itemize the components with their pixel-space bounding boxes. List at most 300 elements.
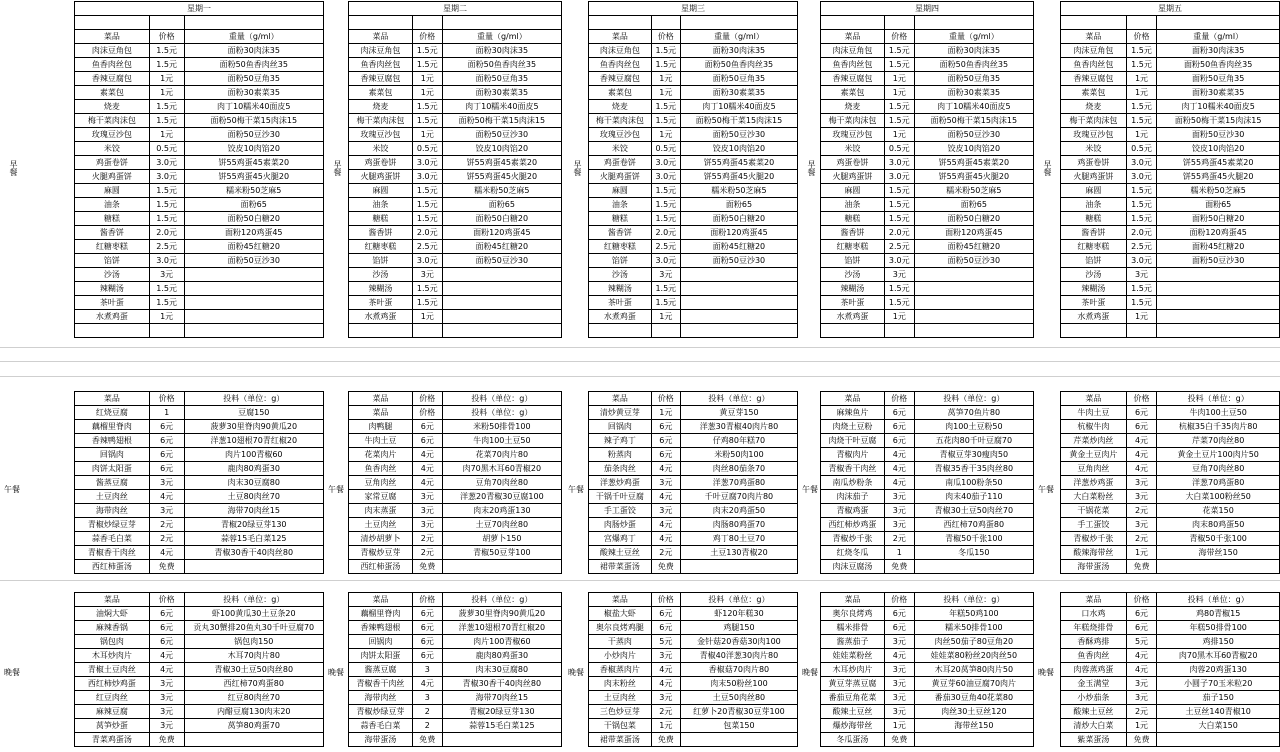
dish-cell: 青椒炒绿豆芽 <box>349 705 413 719</box>
table-row <box>589 663 798 677</box>
table-row <box>1061 44 1280 58</box>
table-row <box>821 184 1034 198</box>
dish-cell: 肉末粉丝 <box>589 677 652 691</box>
table-row <box>821 44 1034 58</box>
price-cell: 4元 <box>1126 462 1157 476</box>
price-cell: 1.5元 <box>884 114 914 128</box>
ingredients-cell: 饺皮10肉馅20 <box>442 142 561 156</box>
dish-cell: 花菜肉片 <box>349 448 413 462</box>
dish-cell: 肉蓉蒸鸡蛋 <box>1061 663 1127 677</box>
grid-divider <box>0 376 1280 377</box>
dish-cell: 鱼香肉丝 <box>1061 649 1127 663</box>
ingredients-cell: 面粉50豆沙30 <box>914 128 1033 142</box>
ingredients-cell: 糯米50排骨100 <box>914 621 1033 635</box>
table-row <box>589 719 798 733</box>
ingredients-cell: 青椒35香干35肉丝80 <box>914 462 1033 476</box>
price-cell: 免费 <box>884 733 914 747</box>
table-row <box>589 226 798 240</box>
column-header: 菜品 <box>1061 593 1127 607</box>
price-cell: 1元 <box>884 86 914 100</box>
price-cell: 2元 <box>1126 532 1157 546</box>
dish-cell: 烧麦 <box>349 100 413 114</box>
table-row <box>349 705 562 719</box>
dish-cell: 沙汤 <box>75 268 150 282</box>
ingredients-cell: 面粉30肉沫35 <box>914 44 1033 58</box>
price-cell: 1.5元 <box>412 296 442 310</box>
ingredients-cell: 饼55鸡蛋45素菜20 <box>1157 156 1280 170</box>
table-row <box>1061 635 1280 649</box>
ingredients-cell: 面粉30素菜35 <box>184 86 323 100</box>
price-cell: 6元 <box>149 621 184 635</box>
ingredients-cell: 豆角70肉丝80 <box>1157 462 1280 476</box>
price-cell: 2元 <box>412 546 442 560</box>
table-row <box>1061 86 1280 100</box>
ingredients-cell <box>914 324 1033 338</box>
table-row <box>821 310 1034 324</box>
table-row <box>589 296 798 310</box>
ingredients-cell: 面粉50梅干菜15肉沫15 <box>1157 114 1280 128</box>
dish-cell: 茶叶蛋 <box>1061 296 1127 310</box>
dish-cell: 玫瑰豆沙包 <box>349 128 413 142</box>
ingredients-cell: 面粉50梅干菜15肉沫15 <box>914 114 1033 128</box>
ingredients-cell: 洋葱70鸡蛋80 <box>1157 476 1280 490</box>
ingredients-cell: 面粉120鸡蛋45 <box>1157 226 1280 240</box>
price-cell: 3.0元 <box>1126 156 1157 170</box>
price-cell: 6元 <box>1126 420 1157 434</box>
ingredients-cell: 黄金土豆片100肉片50 <box>1157 448 1280 462</box>
dish-cell: 鱼香肉丝包 <box>821 58 885 72</box>
ingredients-cell: 大白菜100粉丝50 <box>1157 490 1280 504</box>
ingredients-cell: 鹿肉80鸡蛋30 <box>184 462 323 476</box>
price-cell: 2.5元 <box>412 240 442 254</box>
price-cell: 4元 <box>1126 448 1157 462</box>
ingredients-cell: 青椒20绿豆芽130 <box>184 518 323 532</box>
table-row <box>1061 142 1280 156</box>
dish-cell: 梅干菜肉沫包 <box>1061 114 1127 128</box>
ingredients-cell: 肉肠80鸡蛋70 <box>680 518 797 532</box>
empty-cell <box>884 16 914 30</box>
breakfast-label: 早餐 <box>1043 160 1052 176</box>
price-cell: 1.5元 <box>149 296 184 310</box>
price-cell: 1元 <box>412 128 442 142</box>
table-row <box>349 226 562 240</box>
table-row <box>821 406 1034 420</box>
table-row <box>349 518 562 532</box>
table-row <box>349 114 562 128</box>
header-row <box>589 392 798 406</box>
dish-cell: 蒜香毛白菜 <box>75 532 150 546</box>
table-row <box>821 170 1034 184</box>
ingredients-cell: 土豆80肉丝70 <box>184 490 323 504</box>
price-cell: 0.5元 <box>149 142 184 156</box>
table-row <box>821 504 1034 518</box>
price-cell: 2 <box>412 705 442 719</box>
dish-cell: 沙汤 <box>1061 268 1127 282</box>
ingredients-cell: 饼55鸡蛋45素菜20 <box>680 156 797 170</box>
price-cell: 1元 <box>651 86 680 100</box>
ingredients-cell: 面粉50豆角35 <box>184 72 323 86</box>
dish-cell: 辣糊汤 <box>821 282 885 296</box>
dish-cell: 清炒黄豆芽 <box>589 406 652 420</box>
table-row <box>349 310 562 324</box>
dish-cell: 手工蛋饺 <box>1061 518 1127 532</box>
dish-cell: 鱼香肉丝包 <box>75 58 150 72</box>
price-cell: 0.5元 <box>1126 142 1157 156</box>
column-header: 菜品 <box>589 30 652 44</box>
ingredients-cell: 饺皮10肉馅20 <box>184 142 323 156</box>
ingredients-cell <box>914 560 1033 574</box>
price-cell: 3元 <box>884 663 914 677</box>
price-cell: 1 <box>149 406 184 420</box>
table-row <box>75 142 324 156</box>
ingredients-cell: 香椒菇70肉片80 <box>680 663 797 677</box>
ingredients-cell: 面粉50豆沙30 <box>184 254 323 268</box>
table-row <box>75 518 324 532</box>
price-cell: 2元 <box>412 532 442 546</box>
ingredients-cell: 面粉45红糖20 <box>914 240 1033 254</box>
dish-cell: 鸡蛋卷饼 <box>589 156 652 170</box>
table-row <box>589 406 798 420</box>
ingredients-cell: 番茄30豆角40花菜80 <box>914 691 1033 705</box>
column-header: 菜品 <box>821 392 885 406</box>
table-row <box>1061 663 1280 677</box>
dish-cell: 红烧冬瓜 <box>821 546 885 560</box>
dish-cell: 香辣鸭翅根 <box>75 434 150 448</box>
ingredients-cell <box>680 282 797 296</box>
price-cell: 2元 <box>149 532 184 546</box>
table-row <box>349 490 562 504</box>
table-row <box>349 719 562 733</box>
table-row <box>589 282 798 296</box>
dish-cell: 肉沫豆角包 <box>75 44 150 58</box>
dish-cell: 火腿鸡蛋饼 <box>349 170 413 184</box>
price-cell: 3元 <box>884 705 914 719</box>
dish-cell: 洋葱炒鸡蛋 <box>1061 476 1127 490</box>
dish-cell: 青椒炒千张 <box>1061 532 1127 546</box>
price-cell: 3元 <box>149 677 184 691</box>
dish-cell: 红糖枣糕 <box>75 240 150 254</box>
ingredients-cell <box>184 733 323 747</box>
column-header: 投料（单位：g） <box>914 392 1033 406</box>
price-cell: 1.5元 <box>412 114 442 128</box>
dish-cell: 小炒肉片 <box>589 649 652 663</box>
table-row <box>75 448 324 462</box>
dish-cell: 口水鸡 <box>1061 607 1127 621</box>
dish-cell: 香辣豆腐包 <box>821 72 885 86</box>
dish-cell: 茄条肉丝 <box>589 462 652 476</box>
price-cell: 1.5元 <box>884 184 914 198</box>
price-cell: 3元 <box>651 476 680 490</box>
header-row <box>75 392 324 406</box>
dish-cell: 土豆肉丝 <box>75 490 150 504</box>
price-cell: 1.5元 <box>149 114 184 128</box>
ingredients-cell: 面粉30素菜35 <box>680 86 797 100</box>
ingredients-cell: 面粉50豆沙30 <box>680 254 797 268</box>
table-row <box>75 114 324 128</box>
dish-cell: 酱香饼 <box>1061 226 1127 240</box>
ingredients-cell: 年糕50排骨100 <box>1157 621 1280 635</box>
price-cell: 4元 <box>412 476 442 490</box>
dish-cell: 冬瓜蛋汤 <box>821 733 885 747</box>
grid-divider <box>0 361 1280 362</box>
table-row <box>589 434 798 448</box>
dish-cell: 红豆肉丝 <box>75 691 150 705</box>
table-row <box>349 663 562 677</box>
dish-cell: 火腿鸡蛋饼 <box>1061 170 1127 184</box>
table-row <box>589 100 798 114</box>
ingredients-cell: 蒜蓉15毛白菜125 <box>184 532 323 546</box>
table-row <box>589 476 798 490</box>
price-cell: 1.5元 <box>149 58 184 72</box>
table-row <box>349 504 562 518</box>
price-cell: 1.5元 <box>884 58 914 72</box>
dish-cell: 椒盐大虾 <box>589 607 652 621</box>
price-cell: 6元 <box>651 621 680 635</box>
grid-divider <box>0 580 1280 581</box>
dish-cell: 年糕烧排骨 <box>1061 621 1127 635</box>
price-cell: 1.5元 <box>651 212 680 226</box>
table-row <box>589 142 798 156</box>
table-row <box>1061 254 1280 268</box>
table-row <box>589 462 798 476</box>
price-cell: 2 <box>412 719 442 733</box>
table-row <box>589 212 798 226</box>
dish-cell: 辣糊汤 <box>75 282 150 296</box>
price-cell: 0.5元 <box>651 142 680 156</box>
ingredients-cell: 糯米粉50芝麻5 <box>1157 184 1280 198</box>
table-row <box>1061 282 1280 296</box>
dish-cell: 红糖枣糕 <box>589 240 652 254</box>
ingredients-cell: 面粉50豆角35 <box>914 72 1033 86</box>
column-header: 投料（单位：g） <box>184 392 323 406</box>
ingredients-cell <box>442 310 561 324</box>
dish-cell: 红烧豆腐 <box>75 406 150 420</box>
table-row <box>821 254 1034 268</box>
dish-cell: 油条 <box>589 198 652 212</box>
ingredients-cell <box>680 560 797 574</box>
ingredients-cell: 肉丁10糯米40面皮5 <box>914 100 1033 114</box>
dish-cell: 青菜鸡蛋汤 <box>75 733 150 747</box>
price-cell: 6元 <box>412 649 442 663</box>
dish-cell: 馅饼 <box>589 254 652 268</box>
price-cell: 2.5元 <box>651 240 680 254</box>
ingredients-cell: 米粉50排骨100 <box>442 420 561 434</box>
price-cell: 2元 <box>651 546 680 560</box>
ingredients-cell: 洋葱30青椒40肉片80 <box>680 420 797 434</box>
dish-cell: 西红柿炒鸡蛋 <box>821 518 885 532</box>
day-title: 星期二 <box>349 2 562 16</box>
table-row <box>349 462 562 476</box>
price-cell: 3.0元 <box>412 156 442 170</box>
dish-cell: 素菜包 <box>1061 86 1127 100</box>
ingredients-cell: 面粉50豆沙30 <box>442 128 561 142</box>
table-row <box>821 546 1034 560</box>
ingredients-cell: 面粉45红糖20 <box>442 240 561 254</box>
table-row <box>589 324 798 338</box>
price-cell: 3 <box>412 663 442 677</box>
day-title: 星期一 <box>75 2 324 16</box>
table-row <box>1061 156 1280 170</box>
table-row <box>349 296 562 310</box>
ingredients-cell: 肉丝80茄条70 <box>680 462 797 476</box>
dish-cell: 青椒香干肉丝 <box>821 462 885 476</box>
column-header: 菜品 <box>349 392 413 406</box>
ingredients-cell: 海带丝150 <box>914 719 1033 733</box>
table-row <box>349 184 562 198</box>
price-cell: 1元 <box>412 86 442 100</box>
column-header: 菜品 <box>75 30 150 44</box>
ingredients-cell: 面粉50白糖20 <box>680 212 797 226</box>
price-cell: 1.5元 <box>1126 212 1157 226</box>
price-cell: 4元 <box>651 532 680 546</box>
ingredients-cell: 红豆80肉丝70 <box>184 691 323 705</box>
column-header: 价格 <box>412 392 442 406</box>
table-row <box>349 72 562 86</box>
price-cell: 1.5元 <box>412 184 442 198</box>
column-header: 价格 <box>1126 30 1157 44</box>
table-row <box>589 691 798 705</box>
table-row <box>821 649 1034 663</box>
price-cell: 1元 <box>884 128 914 142</box>
column-header: 菜品 <box>589 593 652 607</box>
ingredients-cell: 饼55鸡蛋45素菜20 <box>184 156 323 170</box>
ingredients-cell: 内醋豆腐130肉末20 <box>184 705 323 719</box>
table-row <box>75 677 324 691</box>
dish-cell: 莴笋炒蛋 <box>75 719 150 733</box>
ingredients-cell: 糯米粉50芝麻5 <box>914 184 1033 198</box>
dish-cell: 红糖枣糕 <box>1061 240 1127 254</box>
ingredients-cell: 饼55鸡蛋45火腿20 <box>184 170 323 184</box>
dish-cell: 酱香饼 <box>589 226 652 240</box>
table-row <box>1061 324 1280 338</box>
table-row <box>75 649 324 663</box>
dish-cell: 酸辣海带丝 <box>1061 546 1127 560</box>
dish-cell: 米饺 <box>1061 142 1127 156</box>
dish-cell: 番茄豆角花菜 <box>821 691 885 705</box>
table-row <box>1061 72 1280 86</box>
table-row <box>349 128 562 142</box>
ingredients-cell: 土豆50肉丝80 <box>680 691 797 705</box>
table-row <box>349 240 562 254</box>
dish-cell: 梅干菜肉沫包 <box>821 114 885 128</box>
ingredients-cell: 面粉50白糖20 <box>1157 212 1280 226</box>
column-header: 菜品 <box>1061 30 1127 44</box>
price-cell: 2.0元 <box>412 226 442 240</box>
table-row <box>821 240 1034 254</box>
dish-cell: 南瓜炒粉条 <box>821 476 885 490</box>
ingredients-cell <box>442 733 561 747</box>
table-row <box>589 705 798 719</box>
dish-cell: 米饺 <box>821 142 885 156</box>
price-cell: 3.0元 <box>884 156 914 170</box>
price-cell: 1.5元 <box>1126 296 1157 310</box>
dish-cell: 香辣豆腐包 <box>589 72 652 86</box>
ingredients-cell: 面粉50豆沙30 <box>442 254 561 268</box>
price-cell: 6元 <box>412 434 442 448</box>
price-cell: 3元 <box>651 268 680 282</box>
table-row <box>75 476 324 490</box>
price-cell: 3元 <box>1126 518 1157 532</box>
ingredients-cell: 肉丁10糯米40面皮5 <box>1157 100 1280 114</box>
price-cell: 1元 <box>149 310 184 324</box>
day-title: 星期四 <box>821 2 1034 16</box>
ingredients-cell: 肉末40茄子110 <box>914 490 1033 504</box>
price-cell: 3元 <box>1126 490 1157 504</box>
table-row <box>589 420 798 434</box>
price-cell: 3.0元 <box>149 156 184 170</box>
dish-cell: 鱼香肉丝包 <box>349 58 413 72</box>
ingredients-cell: 肉丝30土豆丝120 <box>914 705 1033 719</box>
dish-cell: 水煮鸡蛋 <box>1061 310 1127 324</box>
ingredients-cell: 杭椒35白千35肉片80 <box>1157 420 1280 434</box>
dish-cell: 麻辣鱼片 <box>821 406 885 420</box>
table-row <box>821 72 1034 86</box>
price-cell: 3.0元 <box>412 254 442 268</box>
spacer-row <box>349 16 562 30</box>
column-header: 菜品 <box>75 392 150 406</box>
table-row <box>349 142 562 156</box>
ingredients-cell: 面粉50梅干菜15肉沫15 <box>442 114 561 128</box>
price-cell: 0.5元 <box>884 142 914 156</box>
ingredients-cell: 面粉65 <box>914 198 1033 212</box>
ingredients-cell: 西红柿70鸡蛋80 <box>914 518 1033 532</box>
dish-cell: 火腿鸡蛋饼 <box>589 170 652 184</box>
dish-cell: 酱香饼 <box>821 226 885 240</box>
price-cell: 2元 <box>651 705 680 719</box>
table-row <box>821 476 1034 490</box>
price-cell: 3元 <box>412 518 442 532</box>
table-row <box>1061 462 1280 476</box>
price-cell: 1元 <box>149 72 184 86</box>
ingredients-cell <box>680 296 797 310</box>
lunch-label: 午餐 <box>4 485 20 494</box>
table-row <box>821 621 1034 635</box>
price-cell: 6元 <box>651 607 680 621</box>
ingredients-cell: 木耳20莴笋80肉片50 <box>914 663 1033 677</box>
dish-cell: 奥尔良烤鸡 <box>821 607 885 621</box>
dish-cell: 青椒肉片 <box>821 448 885 462</box>
price-cell: 2.5元 <box>149 240 184 254</box>
table-row <box>821 420 1034 434</box>
table-row <box>349 100 562 114</box>
dish-cell: 酱香饼 <box>349 226 413 240</box>
price-cell: 1.5元 <box>651 282 680 296</box>
table-row <box>75 128 324 142</box>
column-header: 价格 <box>651 593 680 607</box>
dish-cell: 海带蛋汤 <box>1061 560 1127 574</box>
dish-cell: 烧麦 <box>1061 100 1127 114</box>
price-cell: 1.5元 <box>1126 114 1157 128</box>
price-cell: 4元 <box>651 462 680 476</box>
table-row <box>75 170 324 184</box>
table-row <box>349 406 562 420</box>
table-row <box>1061 733 1280 747</box>
table-row <box>75 733 324 747</box>
price-cell: 3元 <box>412 504 442 518</box>
ingredients-cell: 面粉120鸡蛋45 <box>680 226 797 240</box>
dish-cell: 茶叶蛋 <box>75 296 150 310</box>
table-row <box>589 156 798 170</box>
dish-cell: 锅包肉 <box>75 635 150 649</box>
price-cell: 2.0元 <box>1126 226 1157 240</box>
dish-cell: 酱蒸茄子 <box>821 635 885 649</box>
ingredients-cell: 海带70肉丝15 <box>442 691 561 705</box>
ingredients-cell: 茄子150 <box>1157 691 1280 705</box>
dish-cell: 肉烧土豆粉 <box>821 420 885 434</box>
dish-cell: 青椒炒绿豆芽 <box>75 518 150 532</box>
ingredients-cell: 土豆130青椒20 <box>680 546 797 560</box>
header-row <box>349 30 562 44</box>
